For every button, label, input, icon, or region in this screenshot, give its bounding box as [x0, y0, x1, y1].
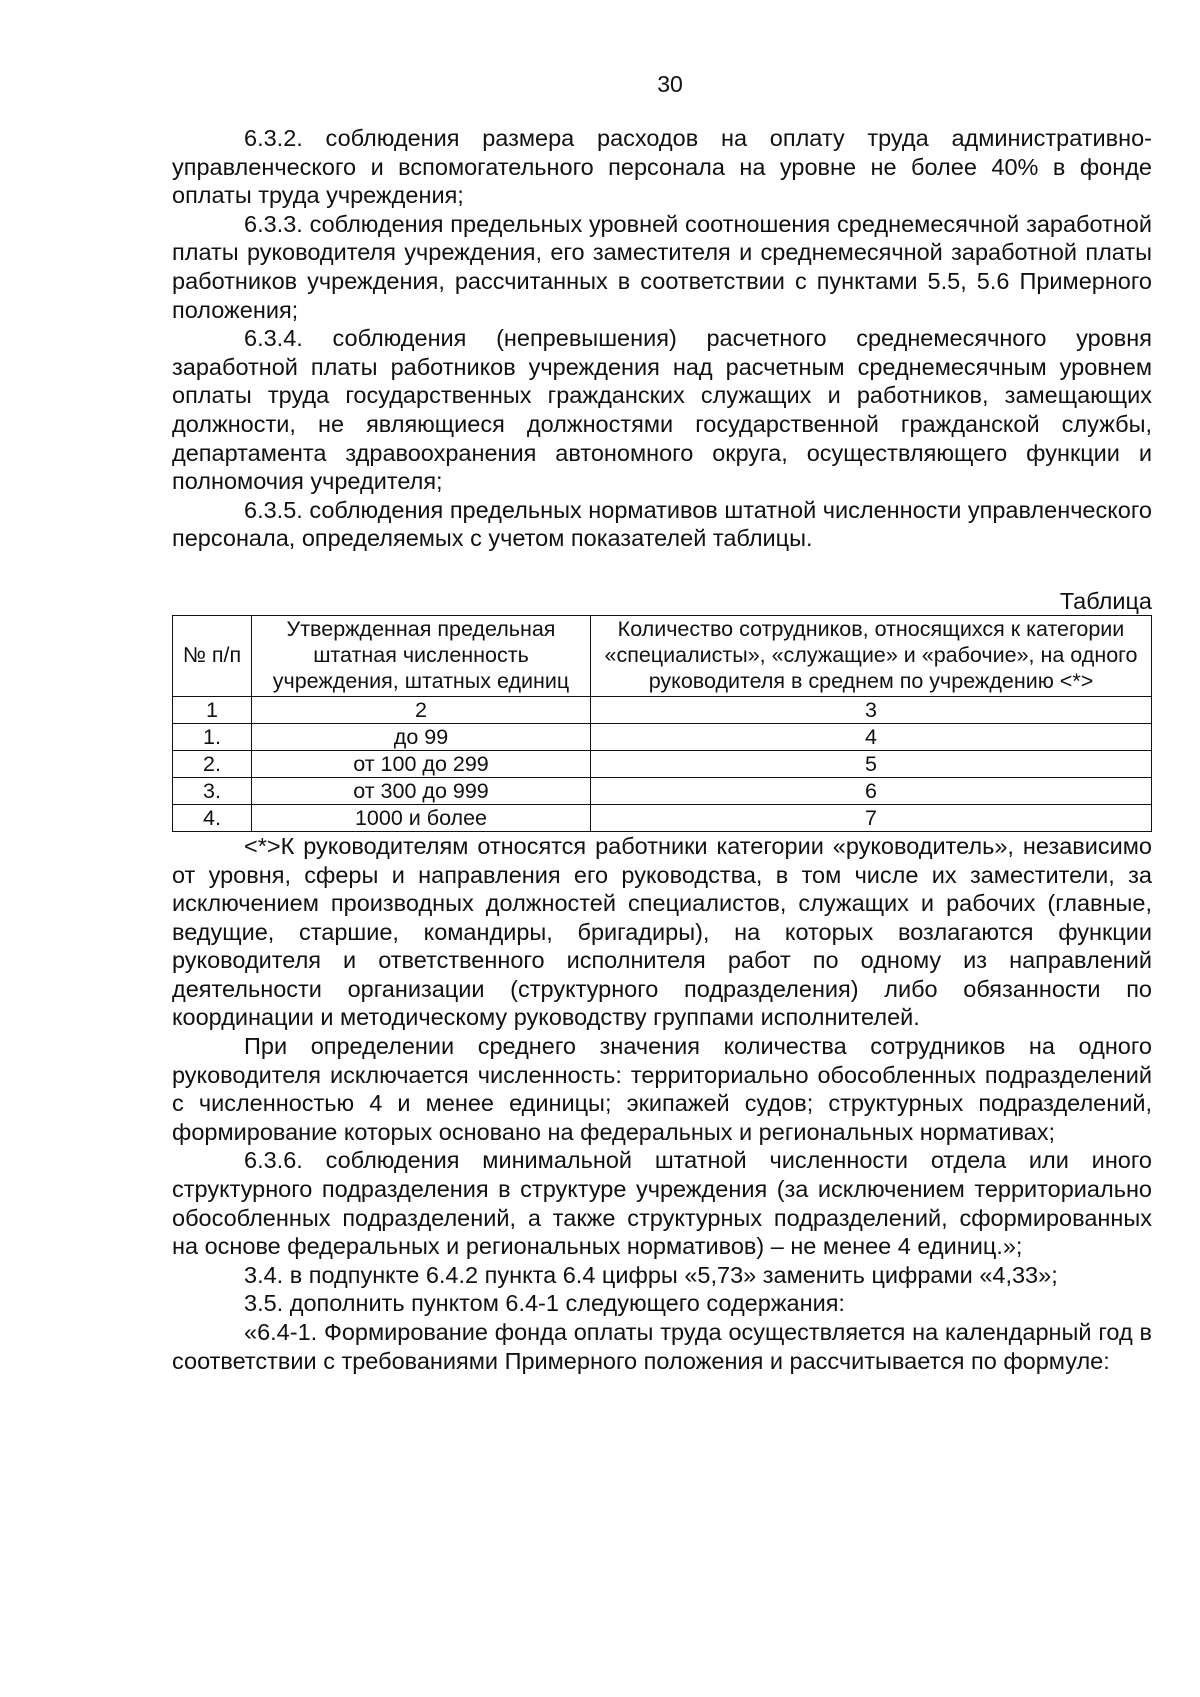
table-cell: 4 — [591, 723, 1152, 750]
table-cell: 5 — [591, 750, 1152, 777]
table-row — [173, 777, 1152, 804]
paragraph-6-3-2: 6.3.2. соблюдения размера расходов на оплату труда административно-управленческого и вспомогательного персонала на уровне не более 40% в фонде оплаты труда учреждения; — [172, 125, 1152, 209]
table-caption: Таблица — [1059, 587, 1152, 614]
paragraph-average-calculation: При определении среднего значения количества сотрудников на одного руководителя исключается численность: территориально обособленных подразделений с численностью 4 и менее единицы; экипажей судов; структурных подразделений, формирование которых основано на федеральных и региональных нормативах; — [172, 1033, 1152, 1145]
paragraph-3-5: 3.5. дополнить пунктом 6.4-1 следующего содержания: — [244, 1290, 845, 1317]
table-cell: от 300 до 999 — [252, 777, 591, 804]
table-cell: 2 — [252, 696, 591, 723]
table-cell: 1000 и более — [252, 804, 591, 831]
table-cell: до 99 — [252, 723, 591, 750]
table-header-row — [173, 615, 1152, 696]
table-row — [173, 804, 1152, 831]
table-cell: 4. — [173, 804, 252, 831]
header-staff-limit: Утвержденная предельная штатная численность учреждения, штатных единиц — [252, 615, 591, 696]
paragraph-3-4: 3.4. в подпункте 6.4.2 пункта 6.4 цифры «5,73» заменить цифрами «4,33»; — [244, 1261, 1058, 1288]
table-cell: 6 — [591, 777, 1152, 804]
paragraph-6-3-5: 6.3.5. соблюдения предельных нормативов штатной численности управленческого персонала, определяемых с учетом показателей таблицы. — [172, 496, 1152, 552]
table-cell: 3. — [173, 777, 252, 804]
table-cell: 1 — [173, 696, 252, 723]
table-cell: от 100 до 299 — [252, 750, 591, 777]
footnote-managers-definition: <*>К руководителям относятся работники категории «руководитель», независимо от уровня, сферы и направления его руководства, в том числе их заместители, за исключением производных должностей специалистов, служащих и рабочих (главные, ведущие, старшие, командиры, бригадиры), на которых возлагаются функции руководителя и ответственного исполнителя работ по одному из направлений деятельности организации (структурного подразделения) либо обязанности по координации и методическому руководству группами исполнителей. — [172, 832, 1152, 1031]
paragraph-6-4-1: «6.4-1. Формирование фонда оплаты труда осуществляется на календарный год в соответствии с требованиями Примерного положения и рассчитывается по формуле: — [172, 1319, 1152, 1374]
paragraph-6-3-3: 6.3.3. соблюдения предельных уровней соотношения среднемесячной заработной платы руководителя учреждения, его заместителя и среднемесячной заработной платы работников учреждения, рассчитанных в соответствии с пунктами 5.5, 5.6 Примерного положения; — [172, 210, 1152, 323]
page-number: 30 — [657, 71, 683, 97]
table-row — [173, 696, 1152, 723]
table-cell: 3 — [591, 696, 1152, 723]
paragraph-6-3-4: 6.3.4. соблюдения (непревышения) расчетного среднемесячного уровня заработной платы работников учреждения над расчетным среднемесячным уровнем оплаты труда государственных гражданских служащих и работников, замещающих должности, не являющиеся должностями государственной гражданской службы, департамента здравоохранения автономного округа, осуществляющего функции и полномочия учредителя; — [172, 325, 1152, 495]
staffing-norms-table — [172, 615, 1152, 832]
paragraph-6-3-6: 6.3.6. соблюдения минимальной штатной численности отдела или иного структурного подразделения в структуре учреждения (за исключением территориально обособленных подразделений, а также структурных подразделений, сформированных на основе федеральных и региональных нормативов) – не менее 4 единиц.»; — [172, 1147, 1152, 1260]
table-row — [173, 723, 1152, 750]
table-cell: 2. — [173, 750, 252, 777]
table-cell: 7 — [591, 804, 1152, 831]
header-employees-per-manager: Количество сотрудников, относящихся к категории «специалисты», «служащие» и «рабочие», на одного руководителя в среднем по учреждению <*> — [591, 615, 1152, 696]
table-row — [173, 750, 1152, 777]
header-number: № п/п — [173, 615, 252, 696]
table-cell: 1. — [173, 723, 252, 750]
